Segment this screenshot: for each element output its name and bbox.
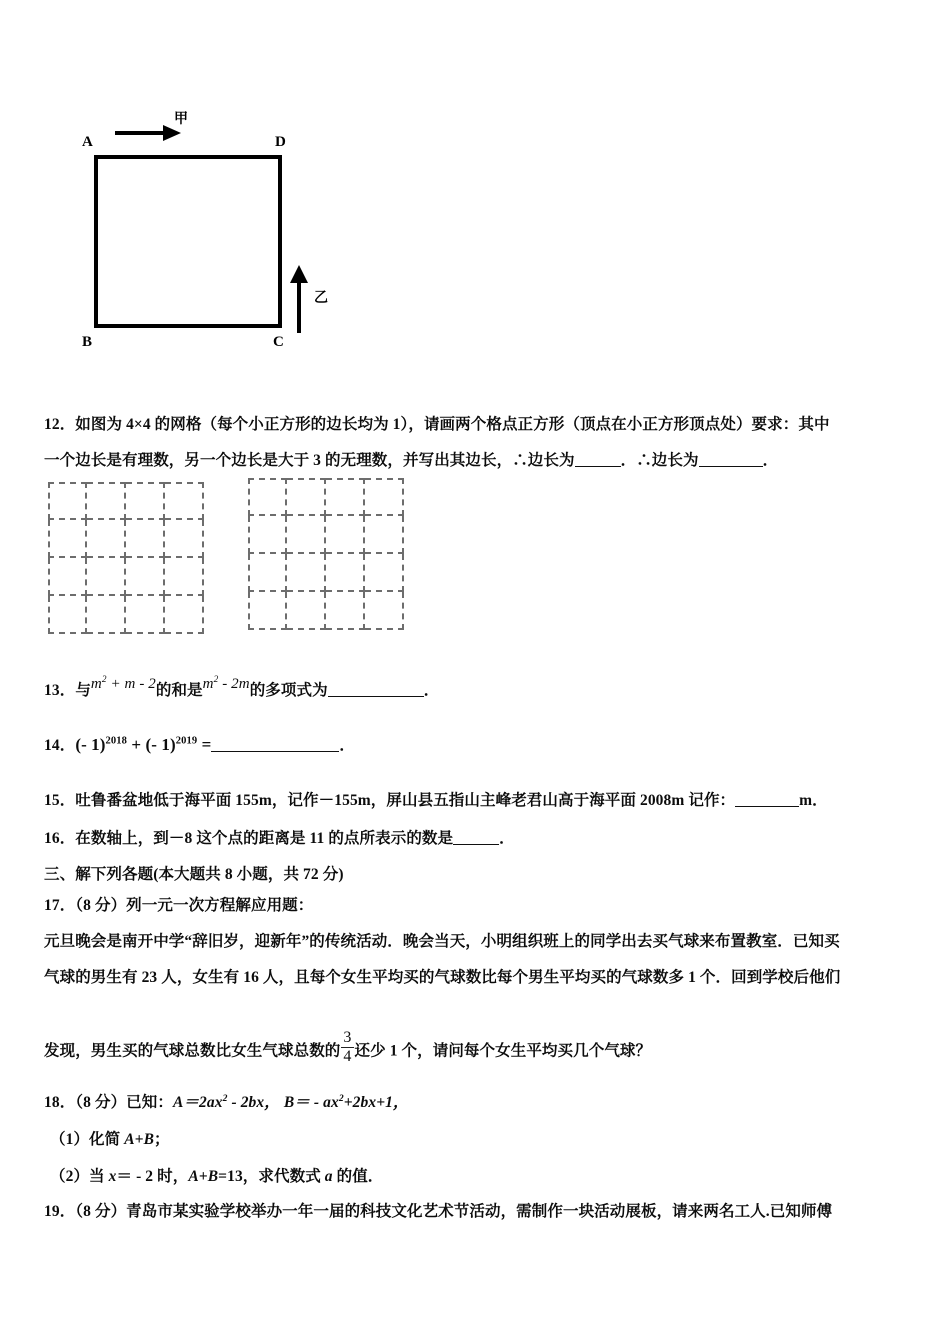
question-17-body-3-text-a: 发现，男生买的气球总数比女生气球总数的 bbox=[44, 1042, 341, 1060]
q18-B-expr: ＝ - ax bbox=[294, 1094, 339, 1111]
q14-equals: = bbox=[197, 735, 212, 754]
figure-square-abcd bbox=[62, 100, 422, 375]
q18-p2-text-d: =13，求代数式 bbox=[218, 1168, 325, 1185]
question-12-line-2 bbox=[44, 448, 778, 470]
arrow-up-icon bbox=[290, 265, 308, 333]
question-17-body-3 bbox=[44, 1030, 651, 1065]
fraction-three-quarters bbox=[341, 1030, 353, 1065]
question-14-end: ． bbox=[339, 737, 355, 754]
q18-B-sup: 2 bbox=[338, 1092, 344, 1104]
q18-p2-var-a: a bbox=[324, 1168, 333, 1185]
fraction-numerator: 3 bbox=[343, 1029, 352, 1046]
question-12-line-2-text-a: 一个边长是有理数，另一个边长是大于 3 的无理数，并写出其边长，∴边长为 bbox=[44, 452, 575, 469]
q14-sup-a: 2018 bbox=[105, 735, 128, 747]
question-12-line-2-text-c: ． bbox=[762, 452, 779, 469]
question-13-text-3: 的多项式为 bbox=[249, 682, 328, 699]
answer-blank-14[interactable] bbox=[211, 751, 339, 752]
q18-p2-text-a: （2）当 bbox=[50, 1168, 109, 1185]
question-13-text-1: 与 bbox=[75, 682, 91, 699]
question-15-text-a: 15．吐鲁番盆地低于海平面 155m，记作－155m，屏山县五指山主峰老君山高于海平面 2008m 记作： bbox=[44, 792, 736, 809]
question-12-line-2-text-b: ．∴边长为 bbox=[620, 452, 699, 469]
question-17-body-2: 气球的男生有 23 人，女生有 16 人，且每个女生平均买的气球数比每个男生平均买的气球数多 1 个．回到学校后他们 bbox=[44, 969, 841, 986]
q14-sup-b: 2019 bbox=[175, 735, 198, 747]
question-16 bbox=[44, 826, 515, 848]
question-18-part-1 bbox=[50, 1127, 170, 1149]
question-18-head-text: 18．（8 分）已知： bbox=[44, 1094, 173, 1111]
q18-A-rest: - 2bx， bbox=[227, 1094, 284, 1111]
grid-4x4-left bbox=[48, 482, 204, 634]
question-13-number: 13． bbox=[44, 682, 76, 699]
arrow-vertical-label: 乙 bbox=[314, 289, 328, 305]
vertex-label-d: D bbox=[275, 134, 287, 150]
question-13-expression-1 bbox=[91, 676, 156, 693]
arrow-right-icon bbox=[115, 125, 183, 141]
q18-p2-text-b: ＝ - 2 时， bbox=[116, 1168, 189, 1185]
q18-var-B: B bbox=[283, 1094, 295, 1111]
question-16-text-a: 16．在数轴上，到－8 这个点的距离是 11 的点所表示的数是 bbox=[44, 830, 454, 847]
q18-var-A: A bbox=[172, 1094, 184, 1111]
q13-expr2-rest: - 2m bbox=[218, 676, 250, 692]
question-15-text-b: m． bbox=[799, 792, 828, 809]
question-14-number: 14． bbox=[44, 737, 76, 754]
q18-p1-text-c: ； bbox=[154, 1131, 170, 1148]
grid-4x4-right bbox=[248, 478, 404, 630]
answer-blank-12a[interactable] bbox=[575, 466, 621, 467]
q13-expr2-base: m bbox=[202, 676, 214, 692]
question-15 bbox=[44, 788, 828, 810]
question-16-text-b: ． bbox=[499, 830, 515, 847]
q18-p2-text-f: 的值． bbox=[332, 1168, 384, 1185]
q13-expr1-rest: + m - 2 bbox=[106, 676, 156, 692]
question-14-expression bbox=[75, 735, 211, 754]
answer-blank-12b[interactable] bbox=[699, 466, 763, 467]
section-3-heading: 三、解下列各题(本大题共 8 小题，共 72 分) bbox=[44, 866, 344, 883]
question-17-body-1: 元旦晚会是南开中学“辞旧岁，迎新年”的传统活动．晚会当天，小明组织班上的同学出去买气球来布置教室．已知买 bbox=[44, 933, 840, 950]
question-17-head: 17．（8 分）列一元一次方程解应用题： bbox=[44, 897, 314, 914]
vertex-label-a: A bbox=[82, 134, 94, 150]
question-18-part-2 bbox=[50, 1164, 383, 1186]
answer-blank-16[interactable] bbox=[453, 844, 499, 845]
q13-expr1-sup: 2 bbox=[101, 675, 107, 685]
q18-A-sup: 2 bbox=[222, 1092, 228, 1104]
question-17-body-3-text-b: 还少 1 个，请问每个女生平均买几个气球？ bbox=[354, 1042, 652, 1060]
answer-blank-15[interactable] bbox=[735, 806, 799, 807]
q18-p2-expr: A+B bbox=[188, 1168, 219, 1185]
vertex-label-b: B bbox=[82, 334, 93, 350]
question-14 bbox=[44, 733, 355, 755]
question-13-text-2: 的和是 bbox=[155, 682, 203, 699]
question-13-expression-2 bbox=[203, 676, 250, 693]
q18-p1-expr: A+B bbox=[124, 1131, 155, 1148]
square-shape bbox=[94, 155, 282, 328]
fraction-denominator: 4 bbox=[343, 1048, 352, 1065]
question-12-line-1: 12．如图为 4×4 的网格（每个小正方形的边长均为 1），请画两个格点正方形（顶点在小正方形顶点处）要求：其中 bbox=[44, 416, 830, 433]
q18-p2-var-x: x bbox=[108, 1168, 117, 1185]
vertex-label-c: C bbox=[273, 334, 285, 350]
q18-p1-text-a: （1）化简 bbox=[50, 1131, 125, 1148]
q13-expr1-base: m bbox=[90, 676, 102, 692]
answer-blank-13[interactable] bbox=[328, 696, 424, 697]
q13-expr2-sup: 2 bbox=[213, 675, 219, 685]
question-19: 19．（8 分）青岛市某实验学校举办一年一届的科技文化艺术节活动，需制作一块活动展板，请来两名工人.已知师傅 bbox=[44, 1203, 833, 1220]
question-18-head bbox=[44, 1090, 409, 1112]
q14-plus: + (- 1) bbox=[127, 735, 176, 754]
arrow-horizontal-label: 甲 bbox=[174, 110, 188, 126]
q18-B-rest: +2bx+1， bbox=[343, 1094, 409, 1111]
q14-base-a: (- 1) bbox=[75, 735, 106, 754]
question-13 bbox=[44, 675, 440, 700]
q18-A-expr: ＝2ax bbox=[183, 1094, 223, 1111]
question-13-text-4: ． bbox=[423, 682, 440, 699]
